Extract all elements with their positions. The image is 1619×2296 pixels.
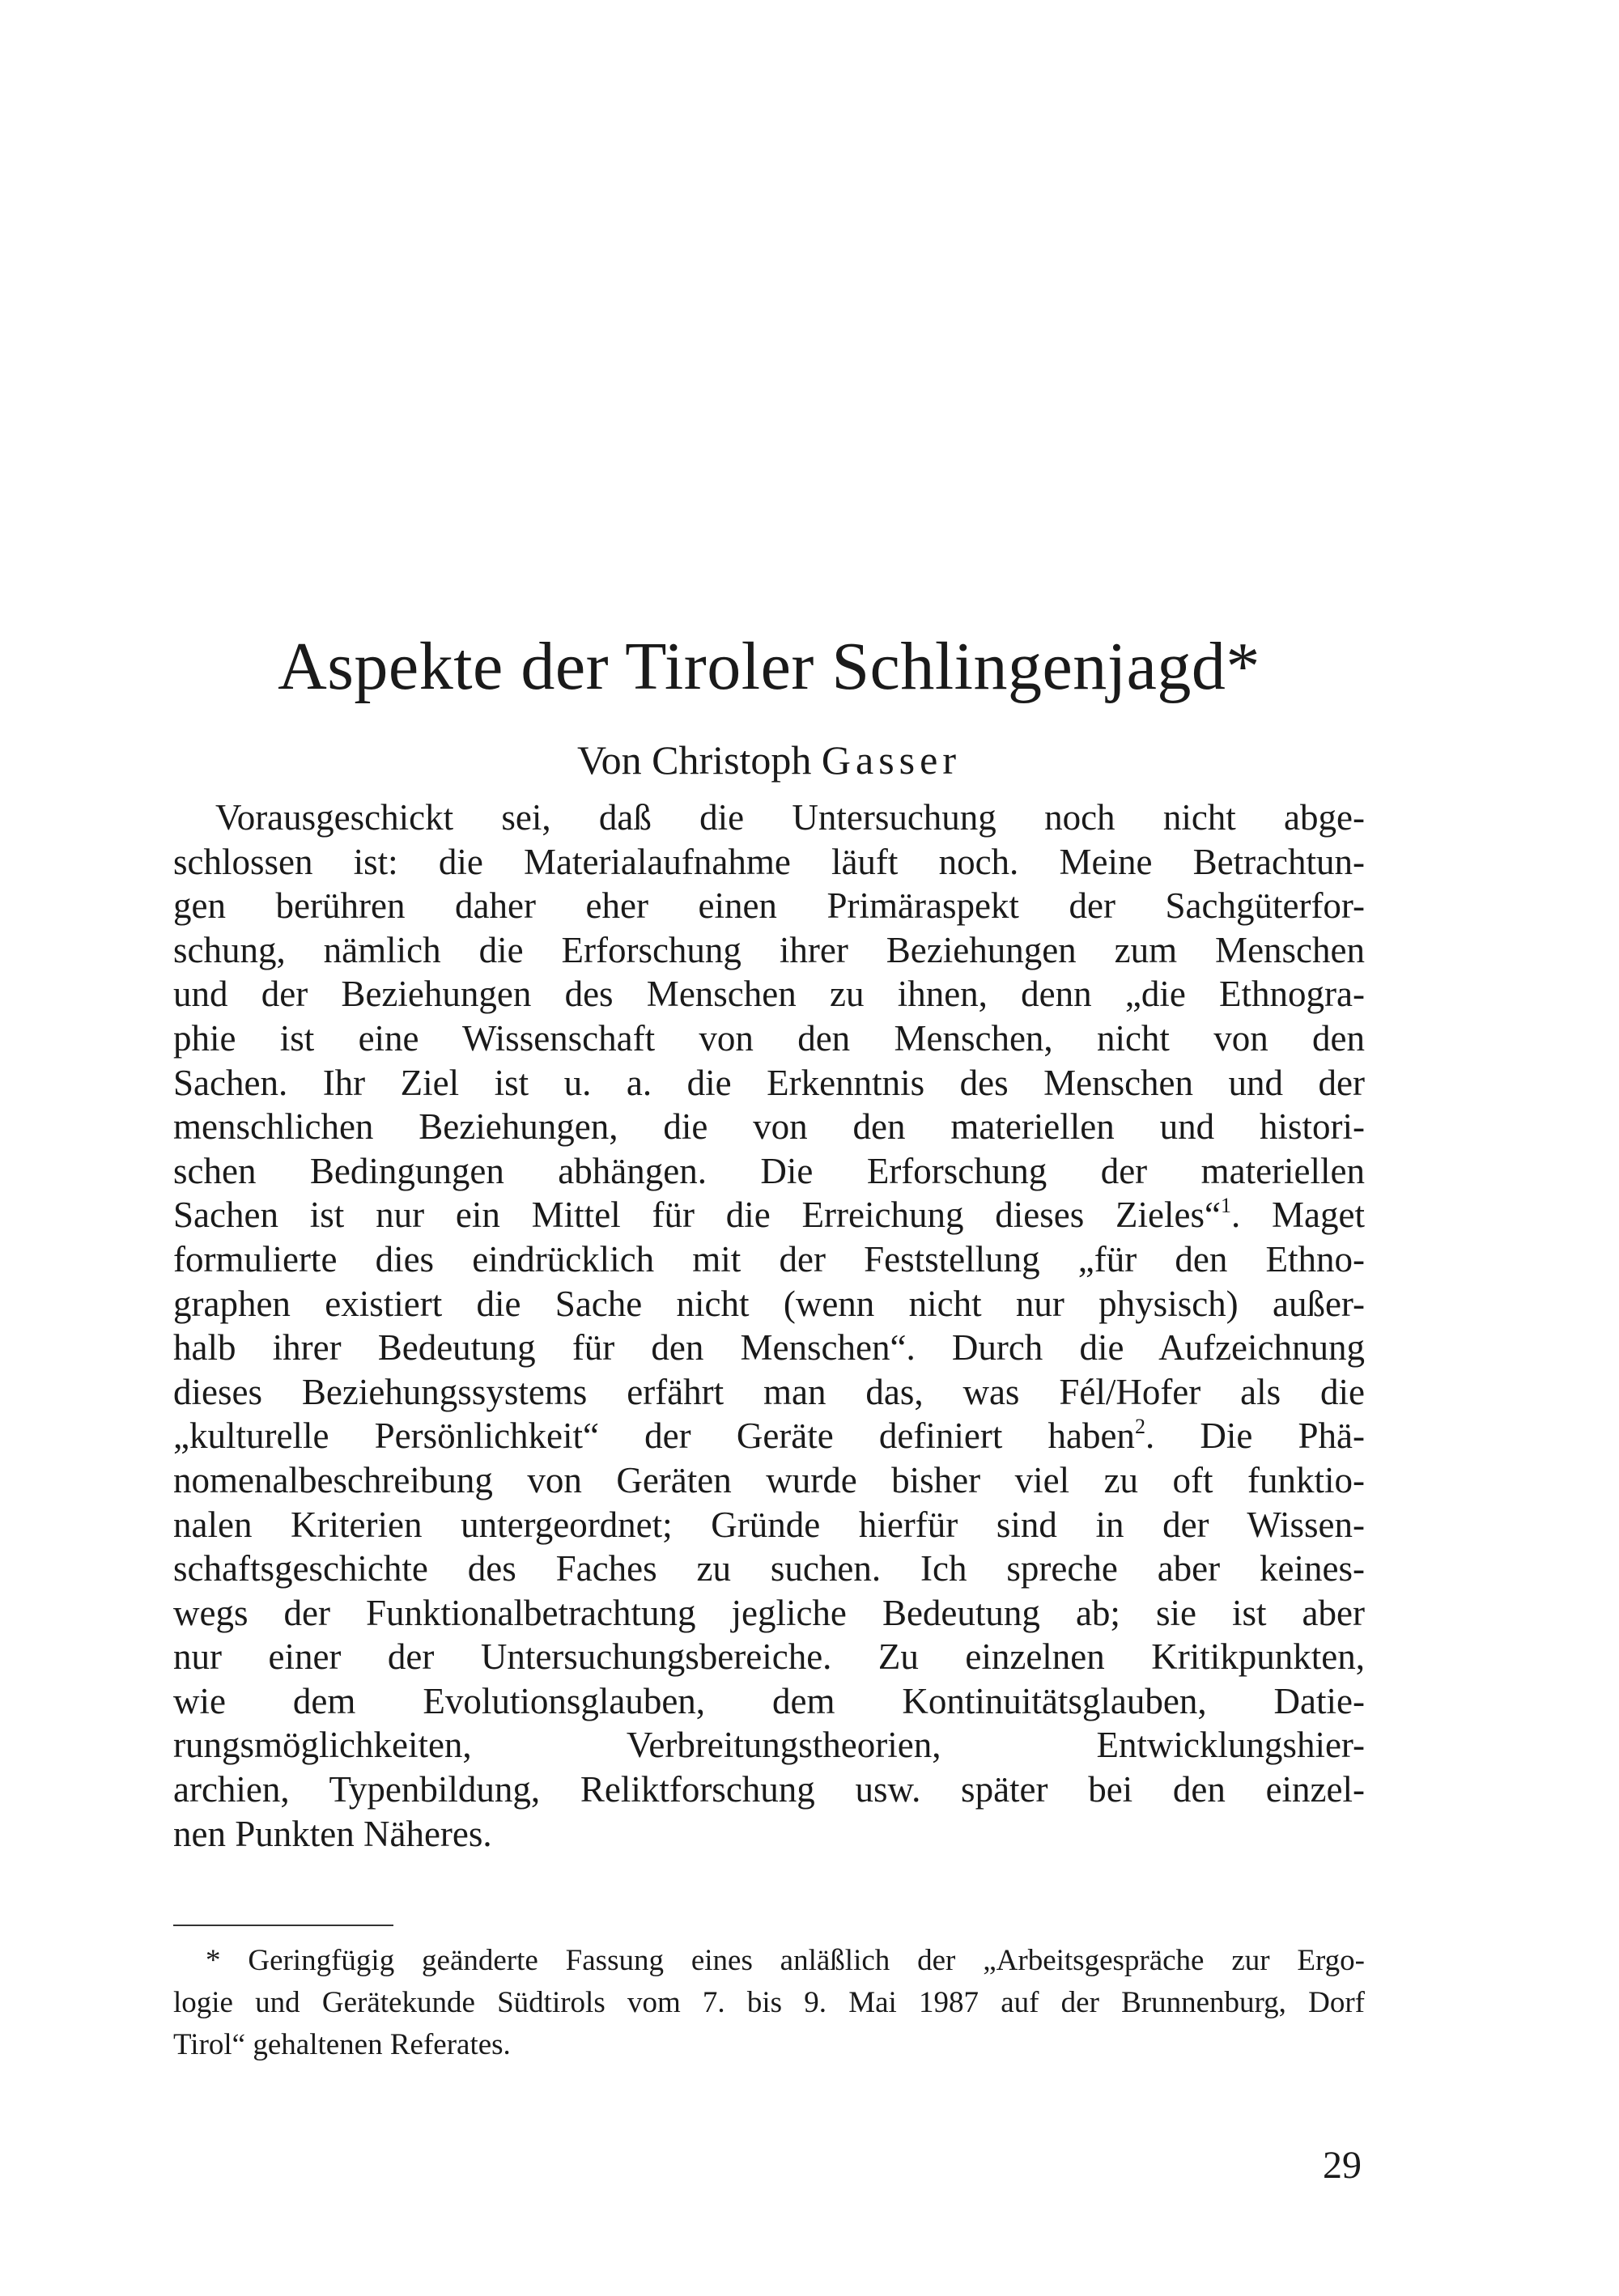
- body-line: und der Beziehungen des Menschen zu ihnen, denn „die Ethnogra-: [173, 974, 1365, 1015]
- byline-prefix: Von Christoph: [577, 737, 812, 783]
- body-line: menschlichen Beziehungen, die von den materiellen und histori-: [173, 1106, 1365, 1148]
- body-line: formulierte dies eindrücklich mit der Feststellung „für den Ethno-: [173, 1238, 1365, 1280]
- body-line: graphen existiert die Sache nicht (wenn nicht nur physisch) außer-: [173, 1283, 1365, 1324]
- body-line: wegs der Funktionalbetrachtung jegliche Bedeutung ab; sie ist aber: [173, 1592, 1365, 1633]
- footnote-line: * Geringfügig geänderte Fassung eines anläßlich der „Arbeitsgespräche zur Ergo-: [206, 1944, 1365, 1977]
- body-line: schen Bedingungen abhängen. Die Erforschung der materiellen: [173, 1150, 1365, 1191]
- body-line: Vorausgeschickt sei, daß die Untersuchung noch nicht abge-: [215, 797, 1365, 838]
- byline-surname: Gasser: [821, 737, 961, 783]
- body-line: Sachen. Ihr Ziel ist u. a. die Erkenntnis des Menschen und der: [173, 1062, 1365, 1103]
- body-line-text: Sachen ist nur ein Mittel für die Erreichung dieses Zieles“: [173, 1195, 1221, 1236]
- footnote: [173, 1940, 1365, 2066]
- body-line: nur einer der Untersuchungsbereiche. Zu einzelnen Kritikpunkten,: [173, 1636, 1365, 1678]
- footnote-reference: 2: [1134, 1415, 1145, 1439]
- body-line: wie dem Evolutionsglauben, dem Kontinuitätsglauben, Datie-: [173, 1680, 1365, 1721]
- body-line-text: . Die Phä-: [1145, 1415, 1365, 1457]
- body-line: rungsmöglichkeiten, Verbreitungstheorien, Entwicklungshier-: [173, 1725, 1365, 1766]
- body-line: schung, nämlich die Erforschung ihrer Beziehungen zum Menschen: [173, 929, 1365, 970]
- body-line: nen Punkten Näheres.: [173, 1813, 492, 1854]
- footnote-line: logie und Gerätekunde Südtirols vom 7. bis 9. Mai 1987 auf der Brunnenburg, Dorf: [173, 1986, 1365, 2019]
- body-line: nomenalbeschreibung von Geräten wurde bisher viel zu oft funktio-: [173, 1459, 1365, 1500]
- body-line: schaftsgeschichte des Faches zu suchen. Ich spreche aber keines-: [173, 1548, 1365, 1589]
- body-line: [173, 1193, 1365, 1237]
- body-line: nalen Kriterien untergeordnet; Gründe hierfür sind in der Wissen-: [173, 1504, 1365, 1545]
- body-line: gen berühren daher eher einen Primäraspekt der Sachgüterfor-: [173, 885, 1365, 927]
- body-line: archien, Typenbildung, Reliktforschung usw. später bei den einzel-: [173, 1769, 1365, 1810]
- body-paragraph: [173, 796, 1365, 1856]
- page-number: 29: [1323, 2144, 1362, 2187]
- body-line: halb ihrer Bedeutung für den Menschen“. Durch die Aufzeichnung: [173, 1327, 1365, 1369]
- author-byline: [0, 736, 1538, 783]
- body-line: phie ist eine Wissenschaft von den Menschen, nicht von den: [173, 1017, 1365, 1059]
- body-line-text: „kulturelle Persönlichkeit“ der Geräte definiert haben: [173, 1415, 1135, 1457]
- body-line-text: . Maget: [1230, 1195, 1365, 1236]
- body-line: dieses Beziehungssystems erfährt man das, was Fél/Hofer als die: [173, 1371, 1365, 1412]
- footnote-reference: 1: [1220, 1194, 1231, 1218]
- body-line: schlossen ist: die Materialaufnahme läuft noch. Meine Betrachtun-: [173, 841, 1365, 882]
- article-title: Aspekte der Tiroler Schlingenjagd*: [278, 629, 1260, 704]
- body-line: [173, 1414, 1365, 1458]
- footnote-divider: [173, 1925, 393, 1926]
- footnote-line: Tirol“ gehaltenen Referates.: [173, 2028, 511, 2061]
